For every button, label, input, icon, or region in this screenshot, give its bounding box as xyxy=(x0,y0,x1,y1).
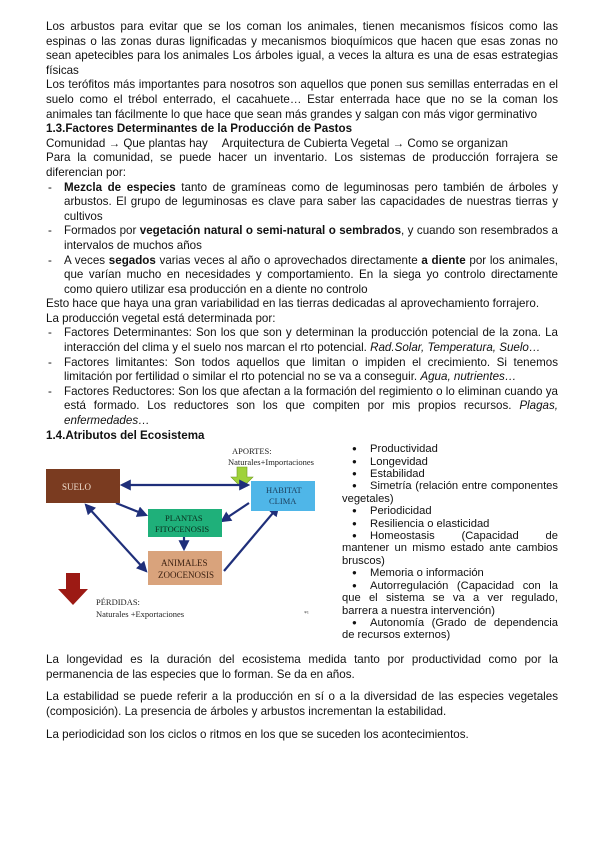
habitat-label-1: HABITAT xyxy=(266,485,302,496)
bold-term: segados xyxy=(108,253,156,267)
paragraph-longevidad: La longevidad es la duración del ecosistema medida tanto por productividad como por la permanencia de las especies que lo forman. Se da en años. xyxy=(46,653,558,681)
paragraph-periodicidad: La periodicidad son los ciclos o ritmos en los que se suceden los acontecimientos. xyxy=(46,727,469,741)
list-item: ● Autorregulación (Capacidad con la que el sistema se va a ver regulado, barrera a nuestra intervención) xyxy=(342,580,558,617)
ecosystem-attributes-list xyxy=(342,443,558,642)
output-arrow xyxy=(58,573,88,605)
perdidas-subtitle: Naturales +Exportaciones xyxy=(96,609,185,620)
paragraph-comunidad-intro: Para la comunidad, se puede hacer un inventario. Los sistemas de producción forrajera se diferencian por: xyxy=(46,151,558,179)
list-item: ● Periodicidad xyxy=(342,505,558,517)
section-heading-1-4: 1.4.Atributos del Ecosistema xyxy=(46,428,205,442)
plantas-label-2: FITOCENOSIS xyxy=(155,524,210,535)
list-item: ● Resiliencia o elasticidad xyxy=(342,518,558,530)
ecosystem-figure-row xyxy=(46,443,558,653)
aportes-subtitle: Naturales+Importaciones xyxy=(228,457,314,468)
section-heading-1-3: 1.3.Factores Determinantes de la Producción de Pastos xyxy=(46,122,353,136)
bold-term: a diente xyxy=(421,253,466,267)
paragraph-variabilidad: Esto hace que haya una gran variabilidad en las tierras dedicadas al aprovechamiento forrajero. xyxy=(46,297,540,311)
document-page xyxy=(46,20,558,742)
perdidas-title: PÉRDIDAS: xyxy=(96,597,140,608)
comunidad-text: Comunidad → Que plantas hay xyxy=(46,136,208,150)
paragraph-arbustos: Los arbustos para evitar que se los coman los animales, tienen mecanismos físicos como las espinas o las zonas duras lignificadas y mecanismos bioquímicos que hacen que esas zonas no sean apetecibles para los animales Los árboles igual, a veces la altura es una de esas estrategias físicas xyxy=(46,20,558,77)
bold-term: vegetación natural o semi-natural o sembrados xyxy=(139,224,402,238)
list-item: - Factores limitantes: Son todos aquellos que limitan o impiden el crecimiento. Si tenemos limitación por fertilidad o similar el rto potencial no se va a conseguir. Agua, nutrientes… xyxy=(46,356,558,385)
aportes-title: APORTES: xyxy=(232,446,272,457)
animales-label-2: ZOOCENOSIS xyxy=(158,570,215,581)
arquitectura-text: Arquitectura de Cubierta Vegetal → Como se organizan xyxy=(221,136,508,150)
list-item: - Mezcla de especies tanto de gramíneas como de leguminosas pero también de árboles y arbustos. El grupo de leguminosas es clave para saber las capacidades de nuestras tierras y cultivos xyxy=(46,181,558,225)
list-item: ● Estabilidad xyxy=(342,468,558,480)
ecosystem-diagram xyxy=(46,443,336,638)
list-item: - Factores Determinantes: Son los que son y determinan la producción potencial de la zona. La interacción del clima y el suelo nos marcan el rto potencial. Rad.Solar, Temperatura, Suelo… xyxy=(46,326,558,355)
figure-marker: *¹ xyxy=(304,611,309,618)
comunidad-line xyxy=(46,137,558,152)
list-item: ● Productividad xyxy=(342,443,558,455)
connector-suelo-animales xyxy=(86,505,146,571)
list-item: - A veces segados varias veces al año o aprovechados directamente a diente por los animales, que varían mucho en necesidades y comportamiento. En la siega yo controlo directamente como quiero utilizar esa producción en a diente no controlo xyxy=(46,254,558,298)
habitat-label-2: CLIMA xyxy=(269,496,297,507)
connector-animales-habitat xyxy=(224,507,278,571)
list-item: ● Memoria o información xyxy=(342,567,558,579)
list-item: ● Autonomía (Grado de dependencia de recursos externos) xyxy=(342,617,558,642)
plantas-label-1: PLANTAS xyxy=(165,513,203,524)
factors-list xyxy=(46,326,558,428)
list-item: ● Longevidad xyxy=(342,456,558,468)
paragraph-estabilidad: La estabilidad se puede referir a la producción en sí o a la diversidad de las especies vegetales (composición). La presencia de árboles y arbustos incrementan la estabilidad. xyxy=(46,690,558,718)
bold-term: Mezcla de especies xyxy=(64,180,176,194)
list-item: ● Homeostasis (Capacidad de mantener un mismo estado ante cambios bruscos) xyxy=(342,530,558,567)
paragraph-terofitos: Los terófitos más importantes para nosotros son aquellos que ponen sus semillas enterradas en el suelo como el trébol enterrado, el cacahuete… Estar enterrada hace que no se la coman los animales tan fácilmente lo que hace que sean más grandes y salgan con más vigor germinativo xyxy=(46,78,558,121)
production-systems-list xyxy=(46,181,558,298)
suelo-label: SUELO xyxy=(62,482,91,493)
connector-plantas-habitat xyxy=(222,503,249,521)
animales-label-1: ANIMALES xyxy=(161,558,208,569)
list-item: - Factores Reductores: Son los que afectan a la formación del regimiento o lo eliminan cuando ya está formado. Los reductores son los que compiten por mis propios recursos. Plagas, enfermedades… xyxy=(46,385,558,429)
connector-suelo-plantas xyxy=(116,503,146,515)
paragraph-produccion: La producción vegetal está determinada por: xyxy=(46,311,276,325)
list-item: ● Simetría (relación entre componentes vegetales) xyxy=(342,480,558,505)
list-item: - Formados por vegetación natural o semi-natural o sembrados, y cuando son resembrados a intervalos de muchos años xyxy=(46,224,558,253)
